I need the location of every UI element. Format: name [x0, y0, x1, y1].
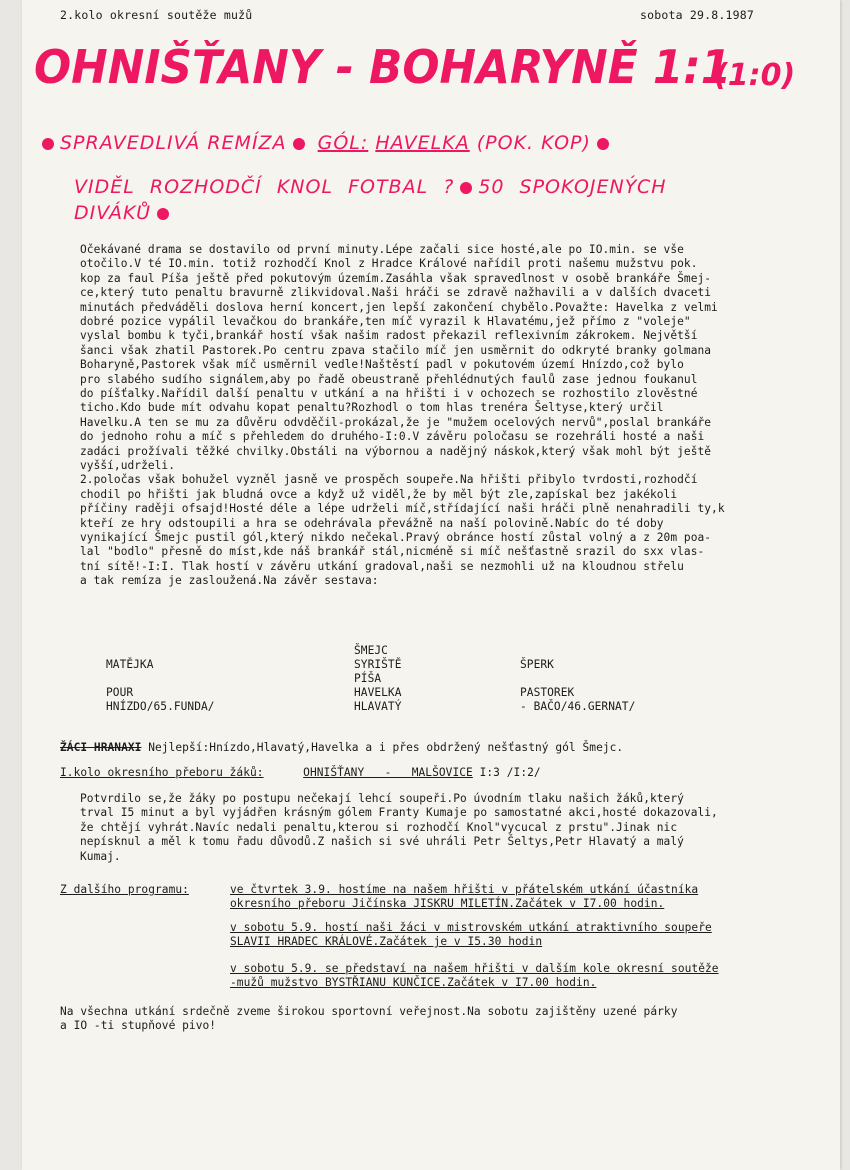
report-line: kop za faul Píša ještě před pokutovým územím.Zasáhla však spravedlnost v osobě brankáře Šmej- [80, 271, 712, 285]
youth-line: Potvrdilo se,že žáky po postupu nečekají lehcí soupeři.Po úvodním tlaku našich žáků,který [80, 792, 684, 805]
program-heading: Z dalšího programu: [60, 883, 189, 896]
report-line: ticho.Kdo bude mít odvahu kopat penaltu?Rozhodl o tom hlas trenéra Šeltyse,který určil [80, 401, 664, 415]
program-label [60, 883, 189, 897]
handwritten-line-3 [74, 202, 175, 224]
report-line: otočilo.V té IO.min. totiž rozhodčí Knol z Hradce Králové nařídil proti našemu mužstvu pok. [80, 257, 698, 271]
program-item [230, 921, 712, 950]
goal-note: (POK. KOP) [476, 132, 591, 154]
referee-comment: VIDĚL ROZHODČÍ KNOL FOTBAL ? [74, 176, 455, 198]
best-players [60, 741, 623, 755]
program-line: v sobotu 5.9. se představí na našem hřišti v dalším kole okresní soutěže [230, 962, 719, 975]
bullet-dot [157, 208, 169, 220]
closing-line: Na všechna utkání srdečně zveme širokou sportovní veřejnost.Na sobotu zajištěny uzené párky [60, 1005, 678, 1018]
program-item [230, 962, 719, 991]
best-players-text: Nejlepší:Hnízdo,Hlavatý,Havelka a i přes obdržený nešťastný gól Šmejc. [148, 741, 624, 754]
handwritten-line-1 [36, 132, 615, 154]
report-line: do jednoho rohu a míč s přehledem do druhého-I:0.V závěru poločasu se rozehráli hosté a naši [80, 430, 705, 444]
youth-line: že chtějí vyhrát.Navíc nedali penaltu,kterou si rozhodčí Knol"vycucal z prstu".Jinak nic [80, 820, 678, 834]
program-item [230, 883, 698, 912]
report-line: pro slabého sudího signálem,aby po řadě obeustraně přehlédnutých faulů zase jednou foukanul [80, 372, 698, 386]
lineup-player [106, 672, 215, 686]
program-line: ve čtvrtek 3.9. hostíme na našem hřišti v přátelském utkání účastníka [230, 883, 699, 896]
report-line: Havelku.A ten se mu za důvěru odvděčil-prokázal,že je "mužem ocelových nervů",poslal brankáře [80, 415, 712, 429]
lineup-player: - BAČO/46.GERNAT/ [520, 700, 636, 713]
report-line: chodil po hřišti jak bludná ovce a když už viděl,že by měl být zle,zapískal bez jakékoli [80, 487, 678, 501]
handwritten-title: OHNIŠŤANY - BOHARYNĚ 1:1 [34, 40, 732, 94]
bullet-dot [293, 138, 305, 150]
report-line: šanci však zhatil Pastorek.Po centru zpava stačilo míč jen usměrnit do odkryté branky golmana [80, 343, 712, 357]
youth-line: nepísknul a měl k tomu řadu důvodů.Z našich si své uhráli Petr Šeltys,Petr Hlavatý a malý [80, 835, 684, 849]
goal-label: GÓL: [317, 132, 369, 154]
lineup-col-2 [354, 644, 402, 714]
youth-match: OHNIŠŤANY - MALŠOVICE [303, 766, 473, 779]
program-line: okresního přeboru Jičínska JISKRU MILETÍN.Začátek v I7.00 hodin. [230, 897, 665, 911]
handwritten-line-2 [74, 176, 667, 198]
youth-label: I.kolo okresního přeboru žáků: [60, 766, 264, 779]
lineup-player: POUR [106, 686, 134, 699]
youth-line: trval I5 minut a byl vyjádřen krásným gólem Franty Kumaje po samostatné akci,hosté dokazovali, [80, 806, 718, 820]
report-line: minutách předváděli doslova herní koncert,jen lepší zakončení chybělo.Považte: Havelka z velmi [80, 300, 718, 314]
youth-score: I:3 /I:2/ [479, 766, 541, 779]
lineup-col-3 [520, 644, 635, 714]
lineup-player: ŠPERK [520, 658, 554, 671]
report-line: zadáci prožívali těžké chvilky.Obstáli na výbornou a nadějný náskok,který však mohl být ještě [80, 444, 712, 458]
lineup-col-1 [106, 644, 215, 714]
youth-match-heading [60, 766, 541, 780]
report-line: a tak remíza je zasloužená.Na závěr sestava: [80, 574, 379, 588]
lineup-player: ŠMEJC [354, 644, 388, 657]
report-line: lal "bodlo" přesně do míst,kde náš brankář stál,nicméně si míč nešťastně srazil do sxx vlas- [80, 545, 705, 559]
lineup-player [520, 672, 635, 686]
lineup-player: PÍŠA [354, 672, 382, 685]
lineup-player [106, 644, 215, 658]
report-line: 2.poločas však bohužel vyzněl jasně ve prospěch soupeře.Na hřišti přibylo tvrdosti,rozhodčí [80, 473, 698, 487]
report-line: příčiny raději ofsajd!Hosté déle a lépe udrželi míč,střídající naši hráči plně nenahradili ty,k [80, 502, 725, 516]
lineup-player: HAVELKA [354, 686, 402, 699]
report-line: vyslal bombu k tyči,brankář hostí však našim radost překazil reflexivním zákrokem. Největší [80, 329, 698, 343]
report-line: vyšší,udrželi. [80, 459, 175, 472]
lineup-player: SYRIŠTĚ [354, 658, 402, 671]
goal-scorer: HAVELKA [375, 132, 470, 154]
report-line: Očekávané drama se dostavilo od první minuty.Lépe začali sice hosté,ale po IO.min. se vše [80, 243, 684, 256]
competition-header: 2.kolo okresní soutěže mužů [60, 8, 253, 22]
date-header: sobota 29.8.1987 [640, 8, 754, 22]
lineup-player [520, 644, 635, 658]
report-line: ce,který tuto penaltu bravurně zlikvidoval.Naši hráči se zdravě nažhavili a v dalších dvaceti [80, 286, 712, 300]
bullet-dot [460, 182, 472, 194]
bullet-dot [42, 138, 54, 150]
spectators-text-2: DIVÁKŮ [74, 202, 151, 224]
closing-line: a IO -ti stupňové pivo! [60, 1019, 217, 1033]
youth-line: Kumaj. [80, 849, 121, 863]
struck-label: ŽÁCI HRANAXI [60, 741, 142, 754]
program-line: -mužů mužstvo BYSTŘIANU KUNČICE.Začátek v I7.00 hodin. [230, 976, 597, 990]
verdict-text: SPRAVEDLIVÁ REMÍZA [60, 132, 287, 154]
document-sheet [22, 0, 840, 1170]
report-line: tní sítě!-I:I. Tlak hostí v závěru utkání gradoval,naši se nezmohli už na kloudnou střelu [80, 559, 684, 573]
lineup-player: MATĚJKA [106, 658, 154, 671]
report-line: Boharyně,Pastorek však míč usměrnil vedle!Naštěstí padl v pokutovém území Hnízdo,což bylo [80, 358, 684, 372]
program-line: v sobotu 5.9. hostí naši žáci v mistrovském utkání atraktivního soupeře [230, 921, 712, 934]
halftime-score: (1:0) [714, 58, 796, 93]
report-line: do píšťalky.Nařídil další penaltu v utkání a na hřišti i v ochozech se rozhostilo zlověstné [80, 387, 698, 400]
lineup-player: PASTOREK [520, 686, 575, 699]
lineup [22, 644, 840, 724]
report-line: vynikající Šmejc pustil gól,který nikdo nečekal.Pravý obránce hostí zůstal volný a z 20m poa- [80, 531, 712, 544]
bullet-dot [597, 138, 609, 150]
program-line: SLAVII HRADEC KRÁLOVÉ.Začátek je v I5.30 hodin [230, 935, 543, 949]
report-line: dobré pozice vypálil levačkou do brankáře,ten míč vyrazil k Hlavatému,jež přímo z "voleje" [80, 315, 691, 328]
spectators-text: 50 SPOKOJENÝCH [478, 176, 667, 198]
lineup-player: HLAVATÝ [354, 700, 402, 713]
report-line: kteří ze hry odstoupili a hra se odehrávala převážně na naší polovině.Nabíc do té doby [80, 516, 664, 530]
lineup-player: HNÍZDO/65.FUNDA/ [106, 700, 215, 713]
